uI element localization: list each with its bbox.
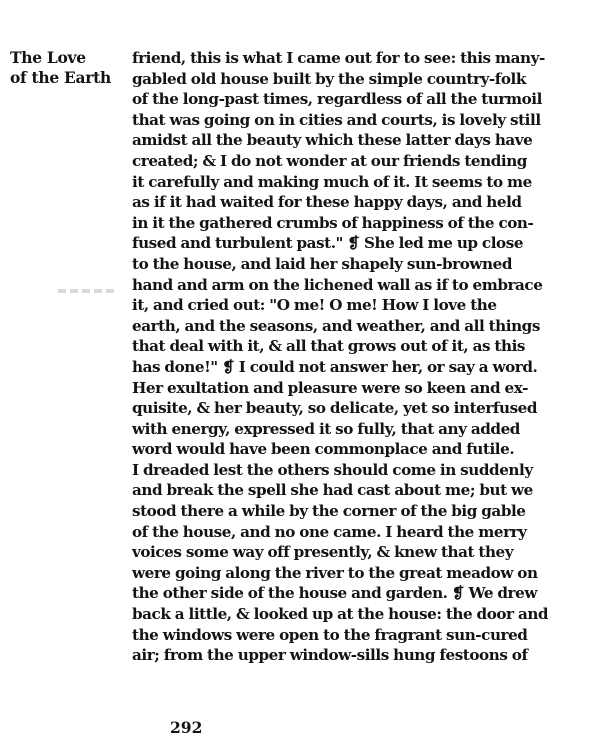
text-line: Her exultation and pleasure were so keen and ex-: [132, 378, 528, 397]
text-line: as if it had waited for these happy days, and held: [132, 193, 522, 212]
text-line: were going along the river to the great meadow on: [132, 563, 538, 582]
text-line: of the house, and no one came. I heard the merry: [132, 522, 527, 541]
print-smudge: [58, 289, 116, 293]
text-line: to the house, and laid her shapely sun-browned: [132, 254, 512, 273]
text-line: that was going on in cities and courts, is lovely still: [132, 110, 541, 129]
text-line: with energy, expressed it so fully, that any added: [132, 419, 520, 438]
text-line: quisite, & her beauty, so delicate, yet so interfused: [132, 399, 538, 418]
text-line: created; & I do not wonder at our friends tending: [132, 151, 527, 170]
text-line: fused and turbulent past." ❡ She led me up close: [132, 234, 524, 253]
text-line: the other side of the house and garden. ❡ We drew: [132, 584, 537, 603]
text-line: hand and arm on the lichened wall as if to embrace: [132, 275, 543, 294]
text-line: air; from the upper window-sills hung festoons of: [132, 646, 528, 665]
page-number: 292: [170, 718, 203, 737]
text-line: gabled old house built by the simple country-folk: [132, 69, 526, 88]
text-line: and break the spell she had cast about me; but we: [132, 481, 533, 500]
text-line: stood there a while by the corner of the big gable: [132, 502, 526, 521]
text-line: it, and cried out: "O me! O me! How I love the: [132, 296, 497, 315]
text-line: voices some way off presently, & knew that they: [132, 543, 514, 562]
text-line: I dreaded lest the others should come in suddenly: [132, 460, 533, 479]
shoulder-note-line: of the Earth: [10, 68, 111, 87]
text-line: the windows were open to the fragrant sun-cured: [132, 625, 528, 644]
body-text: [132, 48, 582, 666]
text-line: it carefully and making much of it. It seems to me: [132, 172, 532, 191]
text-line: in it the gathered crumbs of happiness of the con-: [132, 213, 534, 232]
shoulder-note: [10, 48, 111, 88]
text-line: of the long-past times, regardless of all the turmoil: [132, 90, 542, 109]
text-line: amidst all the beauty which these latter days have: [132, 131, 533, 150]
text-line: word would have been commonplace and futile.: [132, 440, 515, 459]
text-line: has done!" ❡ I could not answer her, or say a word.: [132, 357, 538, 376]
text-line: earth, and the seasons, and weather, and all things: [132, 316, 540, 335]
text-line: that deal with it, & all that grows out of it, as this: [132, 337, 525, 356]
text-line: friend, this is what I came out for to see: this many-: [132, 49, 545, 67]
shoulder-note-line: The Love: [10, 48, 86, 67]
text-line: back a little, & looked up at the house: the door and: [132, 605, 549, 624]
